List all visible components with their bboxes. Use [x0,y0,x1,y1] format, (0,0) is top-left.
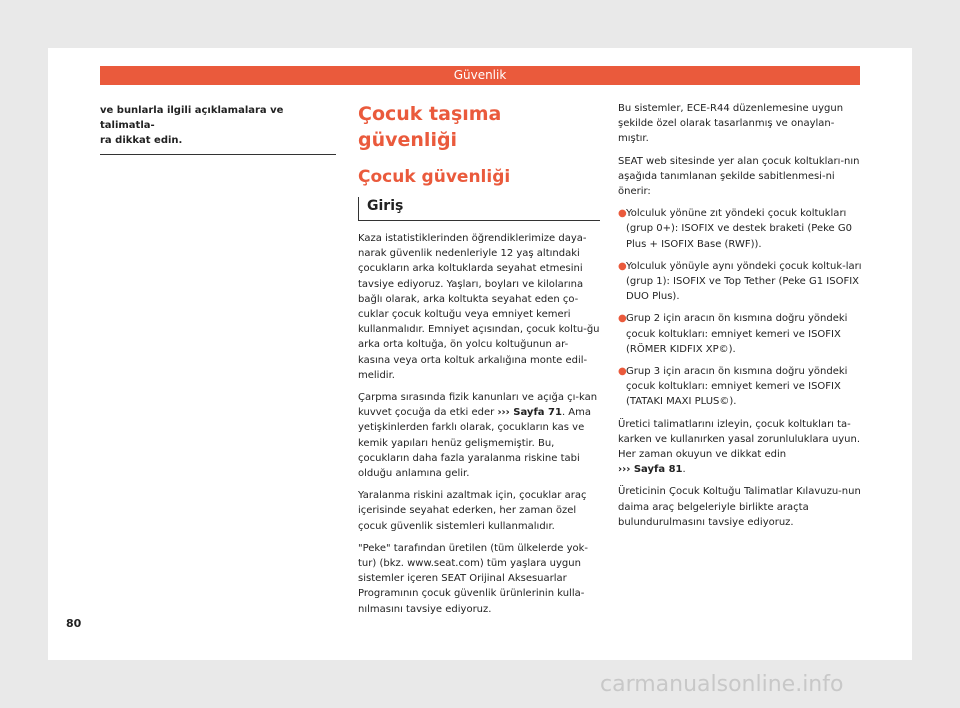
paragraph: "Peke" tarafından üretilen (tüm ülkelerde yok-tur) (bkz. www.seat.com) tüm yaşlara uygun sistemler içeren SEAT Orijinal Aksesuarlar Programının çocuk güvenlik ürünlerinin kulla-nılmasını tavsiye ediyoruz. [358,542,588,615]
heading-box [358,197,600,221]
bullet-icon: ● [618,208,627,220]
paragraph-text: . [682,464,686,476]
list-item [618,364,862,410]
section-title: Güvenlik [453,68,507,82]
paragraph [358,390,600,481]
column-middle [358,101,600,624]
column-left [100,103,336,155]
paragraph-text: Çarpma sırasında fizik kanunları ve açığa çı-kan kuvvet çocuğa da etki eder [358,392,598,419]
chapter-title: Çocuk taşıma güvenliği [358,103,502,151]
page-reference-link[interactable]: ››› Sayfa 71 [497,407,562,419]
note-text: ve bunlarla ilgili açıklamalara ve talimatla- ra dikkat edin. [100,103,336,155]
paragraph: Kaza istatistiklerinden öğrendiklerimize daya-narak güvenlik nedenleriyle 12 yaş altındaki çocukların arka koltuklarda seyahat etmesini tavsiye ediyoruz. Yaşları, boyları ve kilolarına bağlı olarak, arka koltukta seyahat eden ço-cuklar çocuk koltuğu veya emniyet kemeri kullanmalıdır. Emniyet açısından, çocuk koltu-ğu arka orta koltuğa, ön yolcu koltuğunun ar-kasına veya orta koltuk arkalığına monte edil-melidir. [358,233,600,381]
list-item [618,311,862,357]
list-item-text: Yolculuk yönüne zıt yöndeki çocuk koltukları (grup 0+): ISOFIX ve destek braketi (Peke G0 Plus + ISOFIX Base (RWF)). [626,208,852,250]
bullet-icon: ● [618,366,627,378]
bullet-icon: ● [618,313,627,325]
page-reference-link[interactable]: ››› Sayfa 81 [618,464,683,476]
list-item [618,259,862,305]
paragraph: Üreticinin Çocuk Koltuğu Talimatlar Kılavuzu-nun daima araç belgeleriyle birlikte araçta bulundurulmasını tavsiye ediyoruz. [618,486,861,528]
paragraph: SEAT web sitesinde yer alan çocuk koltukları-nın aşağıda tanımlanan şekilde sabitlenmesi-ni önerir: [618,155,860,198]
paragraph: Bu sistemler, ECE-R44 düzenlemesine uygun şekilde özel olarak tasarlanmış ve onaylan-mıştır. [618,103,844,145]
column-right [618,101,862,537]
section-subtitle: Çocuk güvenliği [358,167,511,187]
list-item-text: Grup 3 için aracın ön kısmına doğru yöndeki çocuk koltukları: emniyet kemeri ve ISOFIX (TATAKI MAXI PLUS©). [626,366,848,408]
bullet-icon: ● [618,260,627,272]
list-item-text: Yolculuk yönüyle aynı yöndeki çocuk koltuk-ları (grup 1): ISOFIX ve Top Tether (Peke G1 ISOFIX DUO Plus). [626,260,862,303]
paragraph-text: . Ama yetişkinlerden farklı olarak, çocukların kas ve kemik yapıları henüz gelişmemiştir. Bu, çocukların daha fazla yaralanma riskine tabi olduğu anlamına gelir. [358,407,592,480]
paragraph [618,417,862,478]
page-number: 80 [66,617,82,630]
watermark: carmanualsonline.info [600,672,844,697]
intro-heading: Giriş [367,198,404,214]
section-header [100,66,860,85]
paragraph-text: Üretici talimatlarını izleyin, çocuk koltukları ta-karken ve kullanırken yasal zorunluluklara uyun. Her zaman okuyun ve dikkat edin [618,418,860,461]
paragraph: Yaralanma riskini azaltmak için, çocuklar araç içerisinde seyahat ederken, her zaman özel çocuk güvenlik sistemleri kullanmalıdır. [358,490,587,532]
list-item-text: Grup 2 için aracın ön kısmına doğru yöndeki çocuk koltukları: emniyet kemeri ve ISOFIX (RÖMER KIDFIX XP©). [626,313,848,355]
list-item [618,206,862,252]
